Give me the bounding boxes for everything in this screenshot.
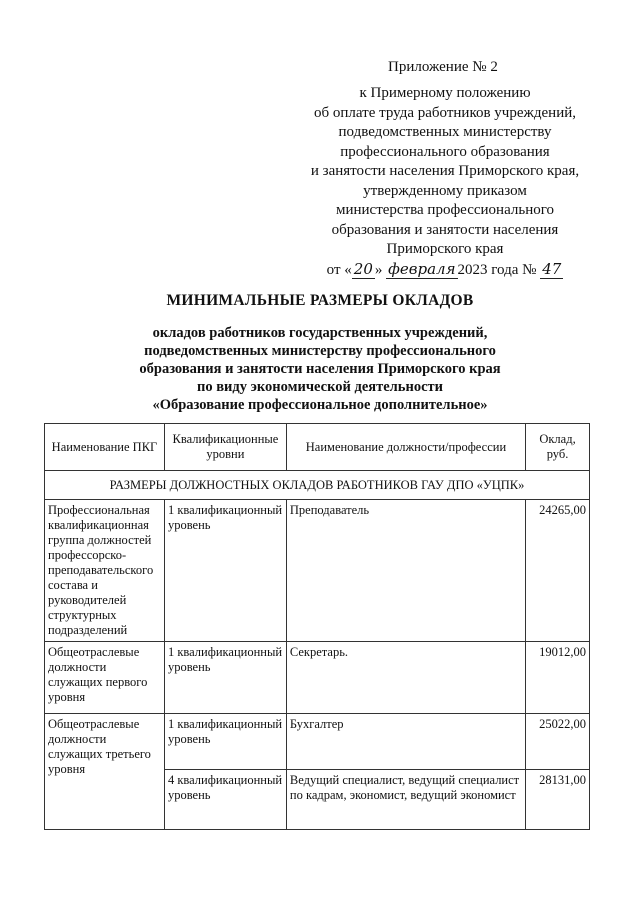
approval-line: министерства профессионального [335,202,555,218]
approval-line: Приморского края [386,241,504,257]
subtitle-line: образования и занятости населения Приморского края [139,361,501,377]
subtitle-line: «Образование профессиональное дополнительное» [152,397,488,413]
order-date-line [290,260,600,281]
subtitle-line: подведомственных министерству профессионального [144,343,496,359]
header-position: Наименование должности/профессии [286,424,525,471]
cell-pkg: Общеотраслевые должности служащих третьего уровня [45,714,165,830]
subtitle-line: по виду экономической деятельности [197,379,443,395]
date-month: февраля [388,259,456,278]
approval-line: образования и занятости населения [331,221,559,238]
table-header-row [45,424,590,471]
cell-position: Бухгалтер [286,714,525,770]
cell-level: 4 квалификационный уровень [164,770,286,830]
order-number: 47 [542,259,562,278]
section-row [45,471,590,500]
table-row [45,714,590,770]
cell-level: 1 квалификационный уровень [164,714,286,770]
header-pkg: Наименование ПКГ [45,424,165,471]
cell-position: Ведущий специалист, ведущий специалист по кадрам, экономист, ведущий экономист [286,770,525,830]
approval-line: утвержденному приказом [363,182,527,199]
table-row [45,642,590,714]
cell-salary: 24265,00 [526,500,590,642]
approval-line: подведомственных министерству [338,124,552,140]
document-subtitle [90,324,550,414]
approval-line: к Примерному положению [359,85,531,101]
cell-level: 1 квалификационный уровень [164,500,286,642]
approval-line: об оплате труда работников учреждений, [313,104,576,121]
document-title: МИНИМАЛЬНЫЕ РАЗМЕРЫ ОКЛАДОВ [166,292,474,309]
cell-position: Преподаватель [286,500,525,642]
header-level: Квалификационные уровни [164,424,286,471]
header-salary: Оклад, руб. [526,424,590,471]
appendix-title: Приложение № 2 [388,59,498,75]
cell-pkg: Профессиональная квалификационная группа должностей профессорско-преподавательского состава и руководителей структурных подразделений [45,500,165,642]
cell-position: Секретарь. [286,642,525,714]
salary-table [44,423,590,830]
cell-pkg: Общеотраслевые должности служащих первого уровня [45,642,165,714]
date-mid: » [374,261,387,278]
cell-salary: 25022,00 [526,714,590,770]
date-day: 20 [353,259,373,278]
date-year: 2023 года № [457,261,541,278]
approval-block [290,84,600,280]
date-prefix: от « [326,261,352,278]
cell-salary: 28131,00 [526,770,590,830]
table-row [45,500,590,642]
section-title: РАЗМЕРЫ ДОЛЖНОСТНЫХ ОКЛАДОВ РАБОТНИКОВ ГАУ ДПО «УЦПК» [45,471,590,500]
cell-salary: 19012,00 [526,642,590,714]
subtitle-line: окладов работников государственных учреждений, [152,325,488,341]
approval-line: и занятости населения Приморского края, [310,163,580,179]
cell-level: 1 квалификационный уровень [164,642,286,714]
approval-line: профессионального образования [340,143,550,160]
